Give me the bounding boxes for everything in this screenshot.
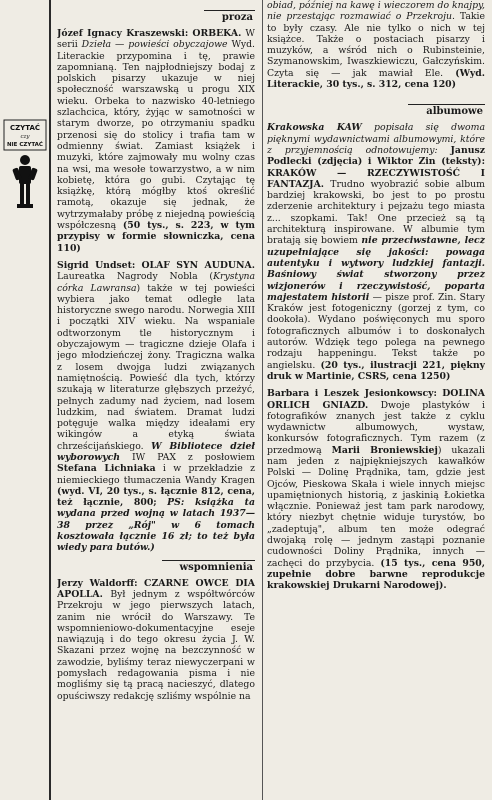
review-text-italic: obiad, później na kawę i wieczorem do knajpy, nie przestając rozmawiać o Przekroju. bbox=[267, 0, 485, 23]
title-dolina: DOLINA ORLICH GNIAZD. bbox=[267, 388, 485, 411]
logo-word-bottom: NIE CZYTAĆ bbox=[7, 142, 43, 148]
review-text: Trudno wyobrazić sobie album bardziej krakowski, bo jest to po prostu zderzenie architektury i pejzażu tego miasta z... szopkami. Tak! One przecież są tą architekturą inspirowane. W albumie tym bratają się bowiem bbox=[267, 178, 485, 247]
authors-podlecki-zin: Janusz Podlecki (zdjęcia) i Wiktor Zin (teksty): bbox=[267, 144, 485, 168]
publication-info: (20 tys., ilustracji 221, piękny druk w Martinie, CSRS, cena 1250) bbox=[267, 359, 485, 382]
review-dolina bbox=[267, 388, 485, 591]
review-olaf bbox=[57, 260, 255, 554]
translator-name: Stefana Lichniaka bbox=[57, 463, 156, 475]
publication-info: (50 tys., s. 223, w tym przypisy w formie słowniczka, cena 110) bbox=[57, 220, 255, 254]
review-text: Laureatka Nagrody Nobla ( bbox=[57, 271, 214, 283]
margin-rule bbox=[49, 0, 51, 800]
title-orbeka: ORBEKA. bbox=[192, 28, 242, 39]
section-heading-wspomnienia: wspomnienia bbox=[57, 560, 255, 574]
review-text-italic: popisała się dwoma pięknymi wydawnictwami albumowymi, które z przyjemnością odnotowujemy: bbox=[267, 122, 485, 156]
review-text: Takie to były czasy. Ale nie tylko o nich w tej książce. Także o postaciach pisarzy i muzyków, a wśród nich o Rubinsteinie, Szymanowskim, Iwaszkiewiczu, Gałczyńskim. Czyta się — jak mawiał Ele. bbox=[267, 11, 485, 79]
series-name: W Bibliotece dzieł wyborowych bbox=[57, 440, 255, 463]
title-czarne-owce: CZARNE OWCE DIA APOLLA. bbox=[57, 577, 255, 600]
review-text: Wyd. Literackie przypomina i tę, prawie zapomnianą. Ten najpłodniejszy bodaj z polskich pisarzy ukazuje w niej społeczność warszawską u progu XIX wieku. Orbeka to nazwisko 40-letniego szlachcica, który, żyjąc w samotności w starym dworze, po otrzymaniu spadku przenosi się do stolicy i trafia tam w odmienny świat. Zamiast książek i muzyki, które zajmowały mu wolny czas na wsi, ma wesołe towarzystwo, a w nim kobietę, która go gubi. Czytając tę książkę, którą mógłby ktoś określić ramotą, okazuje się jednak, że wytrzymałaby próbę z niejedną powieścią współczesną bbox=[57, 39, 255, 232]
author-undset: Sigrid Undset: bbox=[57, 259, 136, 271]
publication-info: (wyd. VI, 20 tys., s. łącznie 812, cena, też łącznie, 800; bbox=[57, 485, 255, 509]
series-name: Dzieła — powieści obyczajowe bbox=[81, 39, 228, 51]
publication-info: (Wyd. Literackie, 30 tys., s. 312, cena 120) bbox=[267, 67, 485, 91]
publication-info: (15 tys., cena 950, zupełnie dobre barwne reprodukcje krakowskiej Drukarni Narodowej). bbox=[267, 557, 485, 592]
review-text: — pisze prof. Zin. Stary Kraków jest fotogeniczny (gorzej z tym, co dookoła). Wydano poświęconych mu sporo fotograficznych albumów i to doskonałych autorów. Wdzięk tego polega na pewnego rodzaju happeningu. Tekst także po angielsku. bbox=[267, 291, 485, 371]
title-olaf: OLAF SYN AUDUNA. bbox=[141, 259, 255, 271]
author-kraszewski: Józef Ignacy Kraszewski: bbox=[57, 28, 189, 39]
logo-word-top: CZYTAĆ bbox=[9, 124, 41, 132]
authors-jesionkowscy: Barbara i Leszek Jesionkowscy: bbox=[267, 388, 437, 400]
publisher-name: Krakowska KAW bbox=[267, 122, 362, 134]
review-text: W serii bbox=[57, 28, 255, 51]
review-text: Był jednym z współtwórców Przekroju w jego pierwszych latach, zanim nie wrócił do Warszawy. Te wspomnieniowo-dokumentacyjne eseje nawiązują i do tego okresu życia J. W. Skazani przez wojnę na bezczynność w zawodzie, byliśmy teraz niewyczerpani w pomysłach redagowania pisma i nie mogliśmy się tą pracą nacieszyć, dlatego opuściwszy redakcję szliśmy wspólnie na bbox=[57, 588, 255, 702]
review-text: IW PAX z posłowiem bbox=[120, 451, 255, 463]
review-text: i w przekładzie z niemieckiego tłumaczenia Wandy Kragen bbox=[57, 463, 255, 486]
left-column bbox=[57, 6, 255, 800]
postscript-note: PS: książka ta wydana przed wojną w latach 1937—38 przez „Rój" w 6 tomach kosztowała łącznie 16 zł; to też była wiedy para butów.) bbox=[57, 497, 255, 554]
review-text: ) ukazali nam jeden z najpiękniejszych kawałków Polski — Dolinę Prądnika, tam, gdzie jest Ojców, Pieskowa Skała i wiele innych miejsc upamiętnionych historią, z jaskinią Łokietka włącznie. Ponieważ jest tam park narodowy, który niezbyt chętnie widuje turystów, bo „zadeptują", album ten może odegrać dwojaką rolę — jednym zastąpi poznanie cudowności Doliny Prądnika, innych — zachęci do przybycia. bbox=[267, 444, 485, 569]
review-text: Dwoje plastyków i fotografików znanych jest także z cyklu wydawnictw albumowych, wystaw, konkursów fotograficznych. Tym razem (z przedmową bbox=[267, 399, 485, 456]
title-krakow: KRAKÓW — RZECZYWISTOŚĆ I FANTAZJA. bbox=[267, 167, 485, 190]
czytac-czy-nie-czytac-logo bbox=[2, 118, 48, 230]
review-krakow bbox=[267, 122, 485, 382]
book-reference: Krystyna córka Lawransa bbox=[57, 271, 255, 294]
section-heading-proza: proza bbox=[57, 10, 255, 24]
section-heading-albumowe: albumowe bbox=[267, 104, 485, 118]
reader-figure-icon bbox=[12, 155, 38, 208]
preface-author: Marii Broniewskiej bbox=[331, 444, 438, 456]
quotation: nie przeciwstawne, lecz uzupełniające się jakości: powaga autentyku i wytwory ludzkiej fantazji. Baśniowy świat stworzony przez wizjonerów i rzeczywistość, poparta majestatem historii bbox=[267, 235, 485, 303]
column-divider bbox=[262, 0, 263, 800]
review-czarne-owce-cont bbox=[267, 0, 485, 90]
right-column bbox=[267, 0, 485, 800]
review-orbeka bbox=[57, 28, 255, 254]
author-waldorff: Jerzy Waldorff: bbox=[57, 577, 138, 589]
review-czarne-owce bbox=[57, 578, 255, 702]
review-text: ) także w tej powieści wybiera jako temat odległe lata historyczne swego narodu. Norwegia XIII i początki XIV wieku. Na wspaniale odtworzonym tle historycznym i obyczajowym — tragiczne dzieje Olafa i jego młodzieńczej żony. Tragiczna walka z losem dwojga ludzi związanych namiętnością. Powieść dla tych, którzy szukają w literaturze głębszych przeżyć, pełnych zadumy nad życiem, nad losem ludzkim, nad światem. Dramat ludzi potęguje walka między ideałami ery wikingów a etyką świata chrześcijańskiego. bbox=[57, 282, 255, 452]
logo-word-mid: czy bbox=[20, 134, 30, 140]
